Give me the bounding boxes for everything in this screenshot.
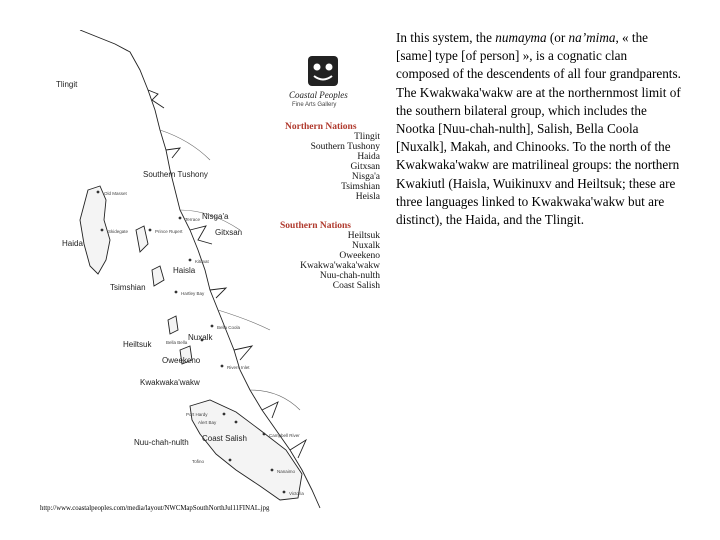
- image-source-url: http://www.coastalpeoples.com/media/layout/NWCMapSouthNorthJul11FINAL.jpg: [40, 505, 270, 512]
- place-label: Tofino: [192, 459, 205, 464]
- place-label: Prince Rupert: [155, 229, 183, 234]
- place-label: Terrace: [185, 217, 201, 222]
- region-label: Heiltsuk: [123, 340, 152, 349]
- legend-item: Nisga'a: [351, 172, 380, 182]
- place-label: Old Masset: [104, 191, 127, 196]
- legend-item: Heiltsuk: [347, 231, 380, 241]
- term-namima: na’mima: [568, 30, 616, 45]
- southern-legend-title: Southern Nations: [280, 221, 351, 231]
- region-label: Haida: [62, 239, 83, 248]
- place-label: Nanaimo: [277, 469, 296, 474]
- legend-item: Oweekeno: [339, 251, 380, 261]
- gallery-logo-emblem: [308, 56, 338, 86]
- legend-item: Kwakwa'waka'wakw: [300, 261, 380, 271]
- body-paragraph: [396, 29, 682, 229]
- legend-item: Southern Tushony: [310, 142, 380, 152]
- nations-map: [40, 30, 380, 520]
- northern-legend: [285, 122, 380, 202]
- region-label: Gitxsan: [215, 228, 243, 237]
- gallery-subtitle: Fine Arts Gallery: [292, 102, 337, 108]
- place-label: Rivers Inlet: [227, 365, 250, 370]
- legend-item: Haida: [357, 152, 380, 162]
- text-segment: In this system, the: [396, 30, 496, 45]
- corner-label: Tlingit: [56, 80, 78, 89]
- place-label: Port Hardy: [186, 412, 208, 417]
- southern-legend: [280, 221, 380, 291]
- place-label: Campbell River: [269, 433, 300, 438]
- region-label: Nuu-chah-nulth: [134, 438, 189, 447]
- region-label: Southern Tushony: [143, 170, 208, 179]
- text-segment: (or: [546, 30, 569, 45]
- term-numayma: numayma: [495, 30, 547, 45]
- place-label: Bella Coola: [217, 325, 241, 330]
- place-label: Bella Bella: [166, 340, 188, 345]
- northern-legend-title: Northern Nations: [285, 122, 357, 132]
- place-label: Skidegate: [108, 229, 129, 234]
- place-label: Kitimat: [195, 259, 209, 264]
- haida-gwaii-island: [80, 186, 110, 274]
- legend-item: Gitxsan: [350, 162, 380, 172]
- legend-item: Tsimshian: [341, 182, 380, 192]
- region-label: Kwakwaka'wakw: [140, 378, 200, 387]
- text-segment: , « the [same] type [of person] », is a cognatic clan composed of the descendents of all four grandparents. The Kwakwaka'wakw are at the northernmost limit of the southern bilateral group, which includes the Nootka [Nuu-chah-nulth], Salish, Bella Coola [Nuxalk], Makah, and Chinooks. To the north of the Kwakwaka'wakw are matrilineal groups: the northern Kwakiutl (Haisla, Wuikinuxv and Heiltsuk; these are three languages linked to Kwakwaka'wakw but are distinct), the Haida, and the Tlingit.: [396, 30, 681, 228]
- legend-item: Tlingit: [354, 132, 380, 142]
- legend-item: Nuu-chah-nulth: [319, 271, 380, 281]
- legend-item: Coast Salish: [332, 281, 380, 291]
- legend-item: Nuxalk: [352, 241, 380, 251]
- region-label: Coast Salish: [202, 434, 247, 443]
- place-label: Alert Bay: [198, 420, 217, 425]
- gallery-name: Coastal Peoples: [289, 90, 348, 100]
- legend-item: Heisla: [355, 192, 380, 202]
- place-label: Hartley Bay: [181, 291, 205, 296]
- region-label: Oweekeno: [162, 356, 201, 365]
- region-label: Nisga'a: [202, 212, 229, 221]
- region-label: Haisla: [173, 266, 196, 275]
- place-label: Victoria: [289, 491, 304, 496]
- region-label: Tsimshian: [110, 283, 146, 292]
- region-label: Nuxalk: [188, 333, 213, 342]
